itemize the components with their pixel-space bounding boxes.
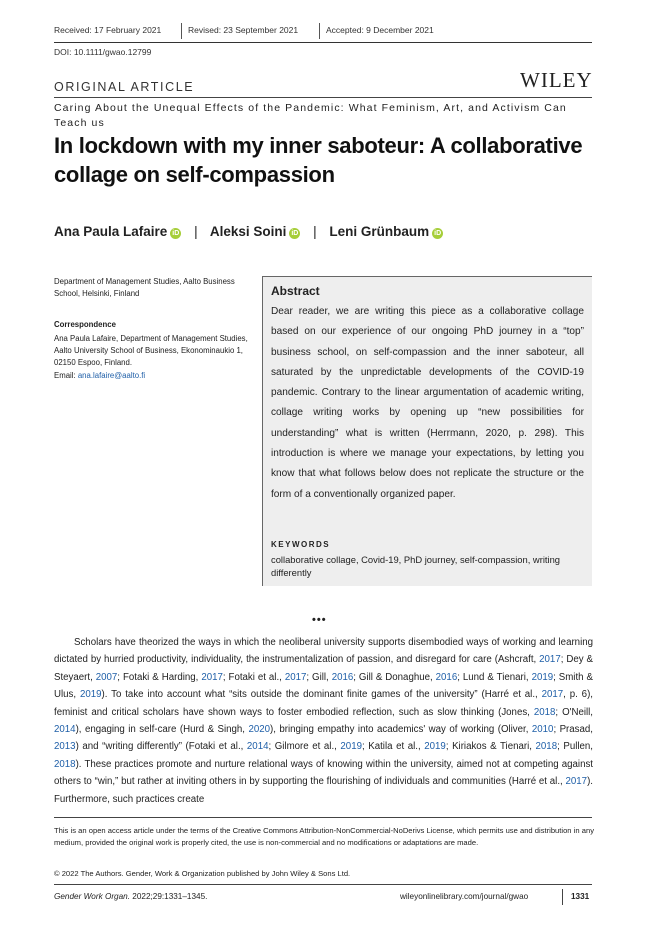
orcid-icon[interactable]: iD: [291, 230, 299, 237]
body-text-run: ; Fotaki & Harding,: [117, 671, 202, 683]
author-separator: |: [194, 224, 198, 239]
author-list: [54, 224, 443, 239]
citation-year-link[interactable]: 2014: [54, 724, 76, 736]
copyright: © 2022 The Authors. Gender, Work & Organization published by John Wiley & Sons Ltd.: [54, 869, 351, 878]
journal-citation: [54, 892, 207, 901]
author-name[interactable]: Aleksi Soini: [209, 224, 287, 239]
article-dates: [54, 25, 592, 41]
body-text-run: ). To take into account what “sits outside the dominant finite games of the university” (Harré et al.,: [101, 689, 542, 701]
keywords-list: collaborative collage, Covid-19, PhD journey, self-compassion, writing differently: [271, 554, 561, 578]
citation-year-link[interactable]: 2019: [340, 741, 362, 753]
citation-year-link[interactable]: 2019: [79, 689, 102, 701]
date-divider: [181, 23, 182, 39]
revised-date: Revised: 23 September 2021: [188, 25, 299, 35]
license-notice: This is an open access article under the terms of the Creative Commons Attribution-NonCommercial-NoDerivs License, which permits use and distribution in any medium, provided the original work is properly cited, the use is non-commercial and no modifications or adaptations are made.: [54, 826, 594, 847]
citation-year-link[interactable]: 2018: [54, 758, 76, 770]
body-text-run: ; Kiriakos & Tienari,: [445, 741, 536, 753]
body-text-run: Scholars have theorized the ways in which the neoliberal university supports disembodied ways of working and learning dictated by hurried productivity, individuality, the instrumentalization of passion, and disregard for care (Ashcraft,: [54, 637, 593, 666]
citation-year-link[interactable]: 2014: [246, 741, 269, 753]
body-text-run: ), bringing empathy into academics' way of working (Oliver,: [270, 724, 532, 736]
received-date: Received: 17 February 2021: [54, 25, 162, 35]
publisher-logo: WILEY: [520, 68, 593, 92]
citation-year-link[interactable]: 2017: [539, 654, 561, 666]
doi[interactable]: DOI: 10.1111/gwao.12799: [54, 47, 152, 57]
author-name[interactable]: Leni Grünbaum: [329, 224, 430, 239]
section-separator: •••: [312, 614, 327, 626]
journal-url[interactable]: wileyonlinelibrary.com/journal/gwao: [400, 892, 529, 901]
citation-year-link[interactable]: 2018: [533, 706, 556, 718]
body-text-run: ) and “writing differently” (Fotaki et al.,: [75, 741, 247, 753]
keywords-heading: KEYWORDS: [271, 540, 331, 549]
body-text: [54, 637, 593, 805]
body-text-run: ), engaging in self-care (Hurd & Singh,: [75, 724, 249, 736]
article-type: ORIGINAL ARTICLE: [54, 80, 195, 94]
citation-year-link[interactable]: 2010: [531, 724, 554, 736]
body-text-run: ). These practices promote and nurture relational ways of knowing within the university, aimed not at competing against others to “win,” but rather at inviting others in by supporting the flourishing of individuals and communities (Harré et al.,: [54, 758, 593, 788]
body-text-run: ; Smith & Ulus,: [54, 671, 593, 701]
journal-volume: 2022;29:1331–1345.: [132, 892, 208, 901]
special-issue-series: Caring About the Unequal Effects of the Pandemic: What Feminism, Art, and Activism Can Teach us: [54, 102, 567, 129]
citation-year-link[interactable]: 2017: [565, 776, 588, 788]
orcid-icon[interactable]: iD: [172, 230, 180, 237]
citation-year-link[interactable]: 2019: [531, 671, 554, 683]
body-text-run: ). Furthermore, such practices create: [54, 776, 593, 805]
body-text-run: ; O'Neill,: [555, 706, 593, 718]
author-separator: |: [313, 224, 317, 239]
citation-year-link[interactable]: 2017: [541, 689, 564, 701]
body-text-run: ; Prasad,: [553, 724, 593, 736]
body-text-run: ; Fotaki et al.,: [222, 671, 285, 683]
citation-year-link[interactable]: 2017: [201, 671, 223, 683]
footer-rule: [54, 884, 592, 885]
citation-year-link[interactable]: 2018: [535, 741, 558, 753]
email-link[interactable]: ana.lafaire@aalto.fi: [77, 370, 146, 380]
body-text-run: ; Gill & Donaghue,: [353, 671, 436, 683]
abstract-text: Dear reader, we are writing this piece as a collaborative collage based on our experience of our ongoing PhD journey in a “top” business school, on self-compassion and the inner saboteur, all saturated by the unpredictable developments of the COVID-19 pandemic. Contrary to the linear argumentation of academic writing, collage writing works by opening up “new possibilities for understanding” what is written (Herrmann, 2020, p. 298). This introduction is where we manage your expectations, by letting you know that what follows below does not replicate the structure or the form of a conventionally organized paper.: [271, 306, 584, 500]
affiliation: Department of Management Studies, Aalto Business School, Helsinki, Finland: [54, 277, 235, 298]
citation-year-link[interactable]: 2013: [54, 741, 76, 753]
body-paragraph: [54, 634, 593, 808]
correspondence-details: [54, 333, 249, 382]
header-rule: [54, 42, 592, 43]
page-number: 1331: [571, 892, 590, 901]
body-text-run: , p. 6), feminist and critical scholars have shown ways to foster embodied reflection, such as slow thinking (Jones,: [54, 689, 593, 718]
body-text-run: ; Katila et al.,: [361, 741, 425, 753]
body-text-run: ; Lund & Tienari,: [457, 671, 532, 683]
abstract-heading: Abstract: [271, 284, 320, 298]
article-title: In lockdown with my inner saboteur: A collaborative collage on self-compassion: [54, 133, 583, 187]
footer-rule: [54, 817, 592, 818]
citation-year-link[interactable]: 2019: [424, 741, 446, 753]
orcid-icon[interactable]: iD: [434, 230, 442, 237]
correspondence-address: Ana Paula Lafaire, Department of Management Studies, Aalto University School of Business, Ekonominaukio 1, 02150 Espoo, Finland.: [54, 334, 248, 368]
citation-year-link[interactable]: 2017: [284, 671, 307, 683]
section-rule: [54, 97, 592, 98]
correspondence-heading: Correspondence: [54, 320, 116, 329]
author-name[interactable]: Ana Paula Lafaire: [54, 224, 168, 239]
body-text-run: ; Pullen,: [557, 741, 593, 753]
body-text-run: ; Dey & Steyaert,: [54, 654, 593, 683]
date-divider: [319, 23, 320, 39]
body-text-run: ; Gilmore et al.,: [268, 741, 341, 753]
citation-year-link[interactable]: 2007: [95, 671, 118, 683]
citation-year-link[interactable]: 2016: [435, 671, 458, 683]
accepted-date: Accepted: 9 December 2021: [326, 25, 434, 35]
citation-year-link[interactable]: 2016: [331, 671, 354, 683]
email-label: Email:: [54, 370, 76, 380]
citation-year-link[interactable]: 2020: [248, 724, 270, 736]
body-text-run: ; Gill,: [306, 671, 332, 683]
journal-name: Gender Work Organ.: [54, 892, 130, 901]
footer-divider: [562, 889, 563, 905]
